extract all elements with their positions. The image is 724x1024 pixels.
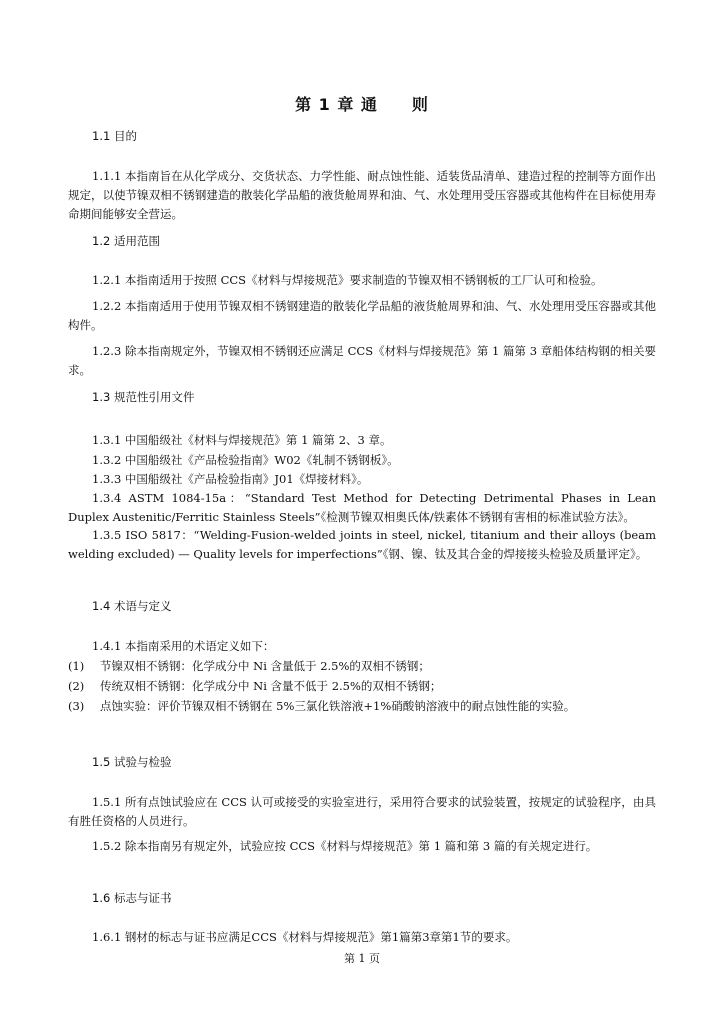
list-item-number: (2) (68, 679, 85, 693)
paragraph-1-3-4: 1.3.4 ASTM 1084-15a：“Standard Test Method for Detecting Detrimental Phases in Lean Duplex Austenitic/Ferritic Stainless Steels”《检测节镍双相奥氏体/铁素体不锈钢有害相的标准试验方法》。 (68, 491, 656, 524)
paragraph-1-3-2: 1.3.2 中国船级社《产品检验指南》W02《轧制不锈钢板》。 (92, 453, 399, 467)
list-item-text: 节镍双相不锈钢：化学成分中 Ni 含量低于 2.5%的双相不锈钢； (100, 659, 430, 673)
list-item-text: 点蚀实验：评价节镍双相不锈钢在 5%三氯化铁溶液+1%硝酸钠溶液中的耐点蚀性能的实验。 (100, 699, 576, 713)
paragraph-1-2-2: 1.2.2 本指南适用于使用节镍双相不锈钢建造的散装化学品船的液货舱周界和油、气、水处理用受压容器或其他构件。 (68, 299, 656, 332)
list-item (68, 677, 441, 696)
section-heading-1-5: 1.5 试验与检验 (92, 755, 172, 769)
paragraph-1-3-3: 1.3.3 中国船级社《产品检验指南》J01《焊接材料》。 (92, 472, 369, 486)
paragraph-1-3-1: 1.3.1 中国船级社《材料与焊接规范》第 1 篇第 2、3 章。 (92, 433, 392, 447)
paragraph-1-2-3: 1.2.3 除本指南规定外，节镍双相不锈钢还应满足 CCS《材料与焊接规范》第 1 篇第 3 章船体结构钢的相关要求。 (68, 344, 656, 377)
list-item-text: 传统双相不锈钢：化学成分中 Ni 含量不低于 2.5%的双相不锈钢； (100, 679, 442, 693)
paragraph-1-3-5: 1.3.5 ISO 5817：“Welding-Fusion-welded joints in steel, nickel, titanium and their alloys (beam welding excluded) — Quality levels for imperfections”《钢、镍、钛及其合金的焊接接头检验及质量评定》。 (68, 528, 656, 561)
paragraph-1-6-1: 1.6.1 钢材的标志与证书应满足CCS《材料与焊接规范》第1篇第3章第1节的要求。 (92, 930, 518, 944)
section-heading-1-1: 1.1 目的 (92, 129, 137, 143)
page-number: 第 1 页 (344, 952, 380, 965)
list-item-number: (1) (68, 659, 85, 673)
paragraph-1-2-1: 1.2.1 本指南适用于按照 CCS《材料与焊接规范》要求制造的节镍双相不锈钢板的工厂认可和检验。 (92, 273, 603, 287)
section-heading-1-2: 1.2 适用范围 (92, 234, 160, 248)
list-item-number: (3) (68, 699, 85, 713)
section-heading-1-3: 1.3 规范性引用文件 (92, 390, 195, 404)
paragraph-1-5-2: 1.5.2 除本指南另有规定外，试验应按 CCS《材料与焊接规范》第 1 篇和第 3 篇的有关规定进行。 (92, 839, 598, 853)
paragraph-1-5-1: 1.5.1 所有点蚀试验应在 CCS 认可或接受的实验室进行，采用符合要求的试验装置，按规定的试验程序，由具有胜任资格的人员进行。 (68, 795, 656, 828)
chapter-title-part1: 第 1 章 通 (295, 95, 378, 114)
section-heading-1-4: 1.4 术语与定义 (92, 599, 172, 613)
section-heading-1-6: 1.6 标志与证书 (92, 891, 172, 905)
list-item (68, 657, 430, 676)
list-item (68, 697, 575, 716)
paragraph-1-1-1: 1.1.1 本指南旨在从化学成分、交货状态、力学性能、耐点蚀性能、适装货品清单、建造过程的控制等方面作出规定，以使节镍双相不锈钢建造的散装化学品船的液货舱周界和油、气、水处理用受压容器或其他构件在目标使用寿命期间能够安全营运。 (68, 169, 656, 221)
paragraph-1-4-1: 1.4.1 本指南采用的术语定义如下： (92, 639, 275, 653)
chapter-title (0, 92, 724, 115)
chapter-title-part2: 则 (411, 95, 429, 114)
